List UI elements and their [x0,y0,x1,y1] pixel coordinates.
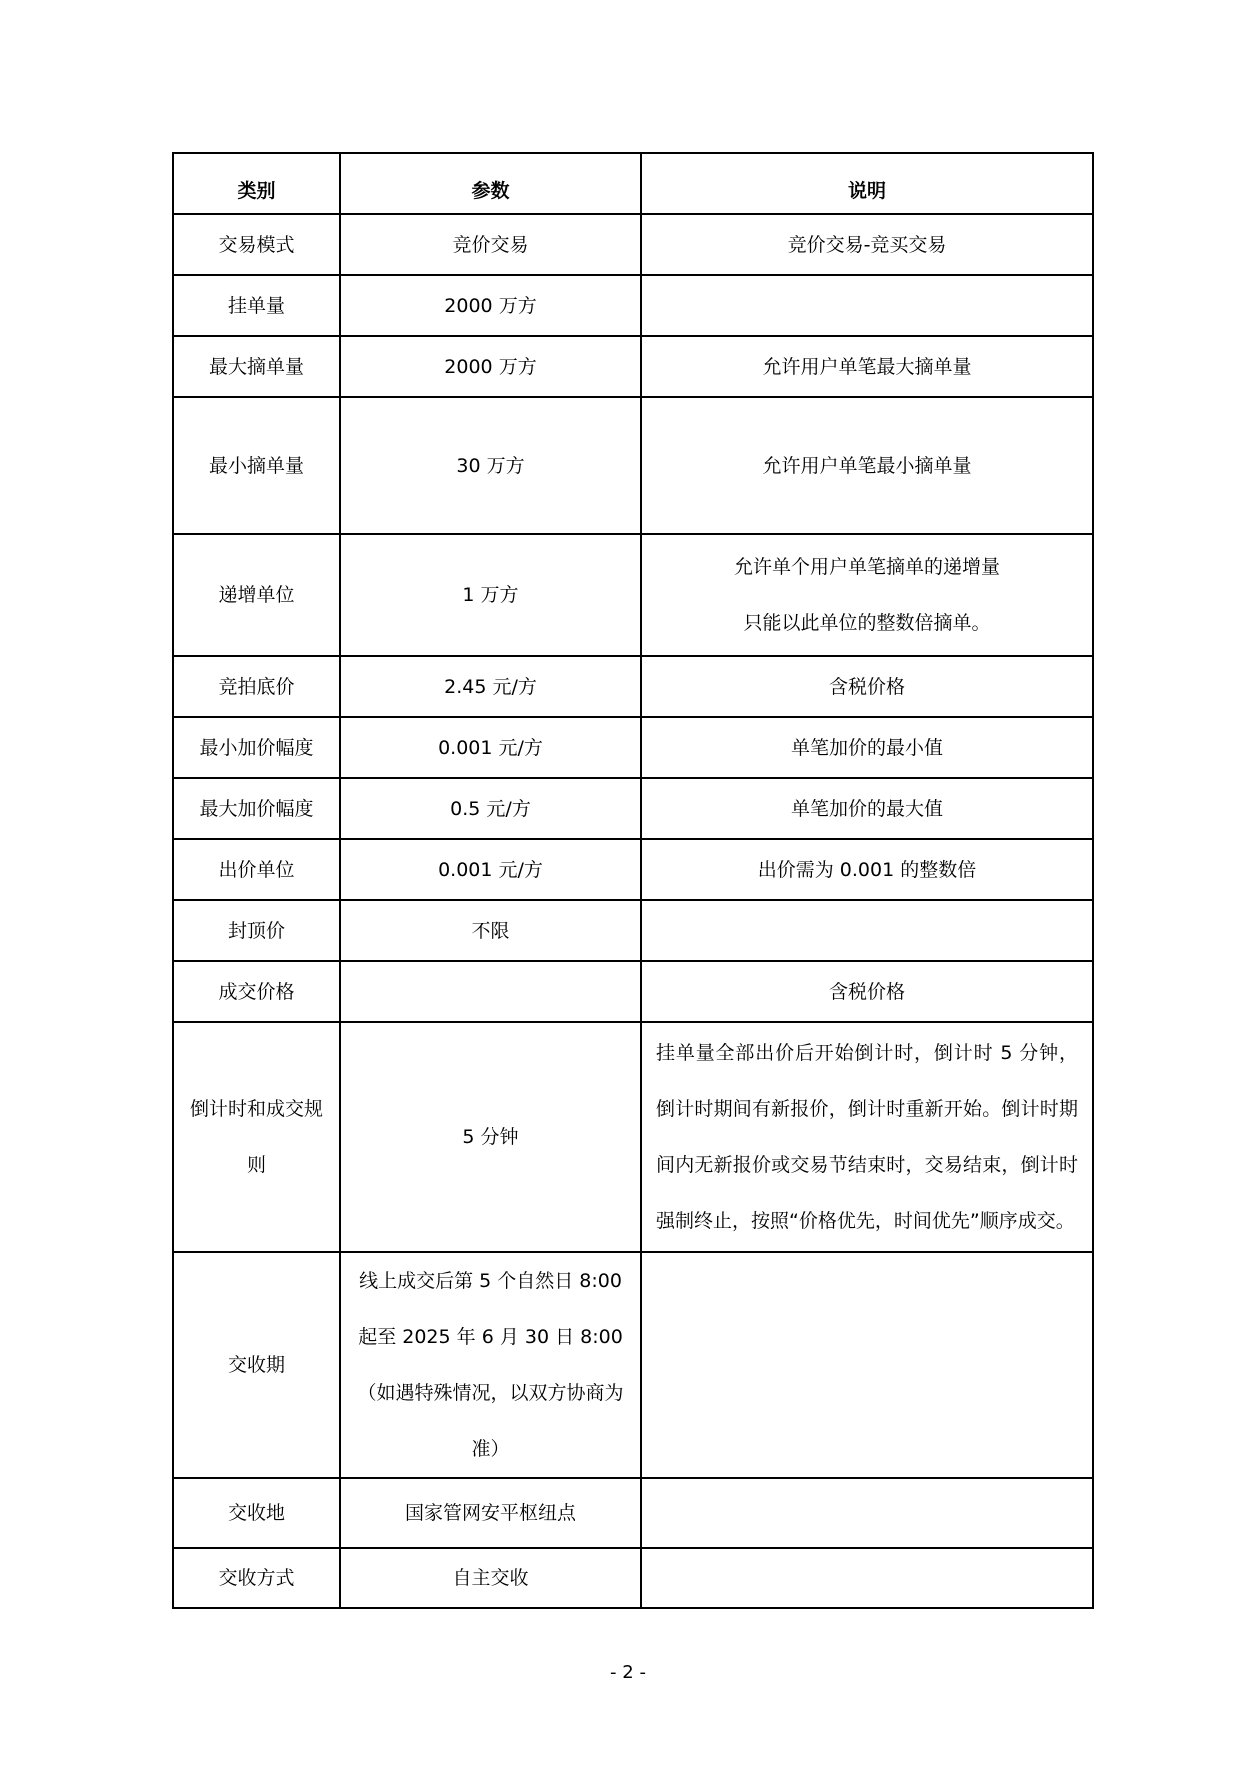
cell-note: 允许用户单笔最大摘单量 [641,336,1093,397]
cell-category: 最小摘单量 [173,397,340,534]
table-row [173,214,1093,275]
header-category: 类别 [173,153,340,214]
header-note: 说明 [641,153,1093,214]
table-row [173,717,1093,778]
cell-param: 0.001 元/方 [340,717,641,778]
table-row [173,275,1093,336]
table-row [173,397,1093,534]
cell-note: 竞价交易-竞买交易 [641,214,1093,275]
table-row [173,900,1093,961]
cell-note: 单笔加价的最大值 [641,778,1093,839]
cell-note [641,275,1093,336]
table-row [173,336,1093,397]
cell-category: 递增单位 [173,534,340,656]
parameter-table [172,152,1094,1609]
cell-note [641,1548,1093,1608]
cell-category: 成交价格 [173,961,340,1022]
table-row [173,534,1093,656]
table-row [173,1478,1093,1548]
cell-param: 2000 万方 [340,275,641,336]
cell-note: 出价需为 0.001 的整数倍 [641,839,1093,900]
cell-param: 竞价交易 [340,214,641,275]
table-row [173,961,1093,1022]
cell-note: 允许用户单笔最小摘单量 [641,397,1093,534]
table-row [173,1022,1093,1252]
cell-note [641,900,1093,961]
cell-param: 不限 [340,900,641,961]
cell-param: 30 万方 [340,397,641,534]
table-header-row [173,153,1093,214]
cell-category: 交易模式 [173,214,340,275]
cell-param: 自主交收 [340,1548,641,1608]
cell-category: 出价单位 [173,839,340,900]
cell-param [340,961,641,1022]
cell-category: 挂单量 [173,275,340,336]
cell-param: 国家管网安平枢纽点 [340,1478,641,1548]
cell-param: 0.5 元/方 [340,778,641,839]
cell-param: 5 分钟 [340,1022,641,1252]
cell-param: 0.001 元/方 [340,839,641,900]
cell-note: 单笔加价的最小值 [641,717,1093,778]
table-row [173,778,1093,839]
cell-param: 1 万方 [340,534,641,656]
cell-category: 交收方式 [173,1548,340,1608]
table-row [173,1252,1093,1478]
cell-note: 含税价格 [641,961,1093,1022]
table-row [173,839,1093,900]
cell-category: 交收期 [173,1252,340,1478]
cell-category: 最大摘单量 [173,336,340,397]
cell-category: 交收地 [173,1478,340,1548]
cell-category: 倒计时和成交规 则 [173,1022,340,1252]
page-number: - 2 - [610,1662,646,1683]
cell-note: 挂单量全部出价后开始倒计时，倒计时 5 分钟，倒计时期间有新报价，倒计时重新开始。倒计时期间内无新报价或交易节结束时，交易结束，倒计时强制终止，按照“价格优先，时间优先”顺序成交。 [641,1022,1093,1252]
cell-note: 含税价格 [641,656,1093,717]
cell-category: 最大加价幅度 [173,778,340,839]
cell-param: 2000 万方 [340,336,641,397]
cell-param: 线上成交后第 5 个自然日 8:00 起至 2025 年 6 月 30 日 8:00 （如遇特殊情况，以双方协商为 准） [340,1252,641,1478]
table-row [173,656,1093,717]
cell-category: 竞拍底价 [173,656,340,717]
cell-category: 封顶价 [173,900,340,961]
cell-note: 允许单个用户单笔摘单的递增量 只能以此单位的整数倍摘单。 [641,534,1093,656]
cell-category: 最小加价幅度 [173,717,340,778]
header-param: 参数 [340,153,641,214]
cell-note [641,1478,1093,1548]
cell-note [641,1252,1093,1478]
cell-param: 2.45 元/方 [340,656,641,717]
table-row [173,1548,1093,1608]
